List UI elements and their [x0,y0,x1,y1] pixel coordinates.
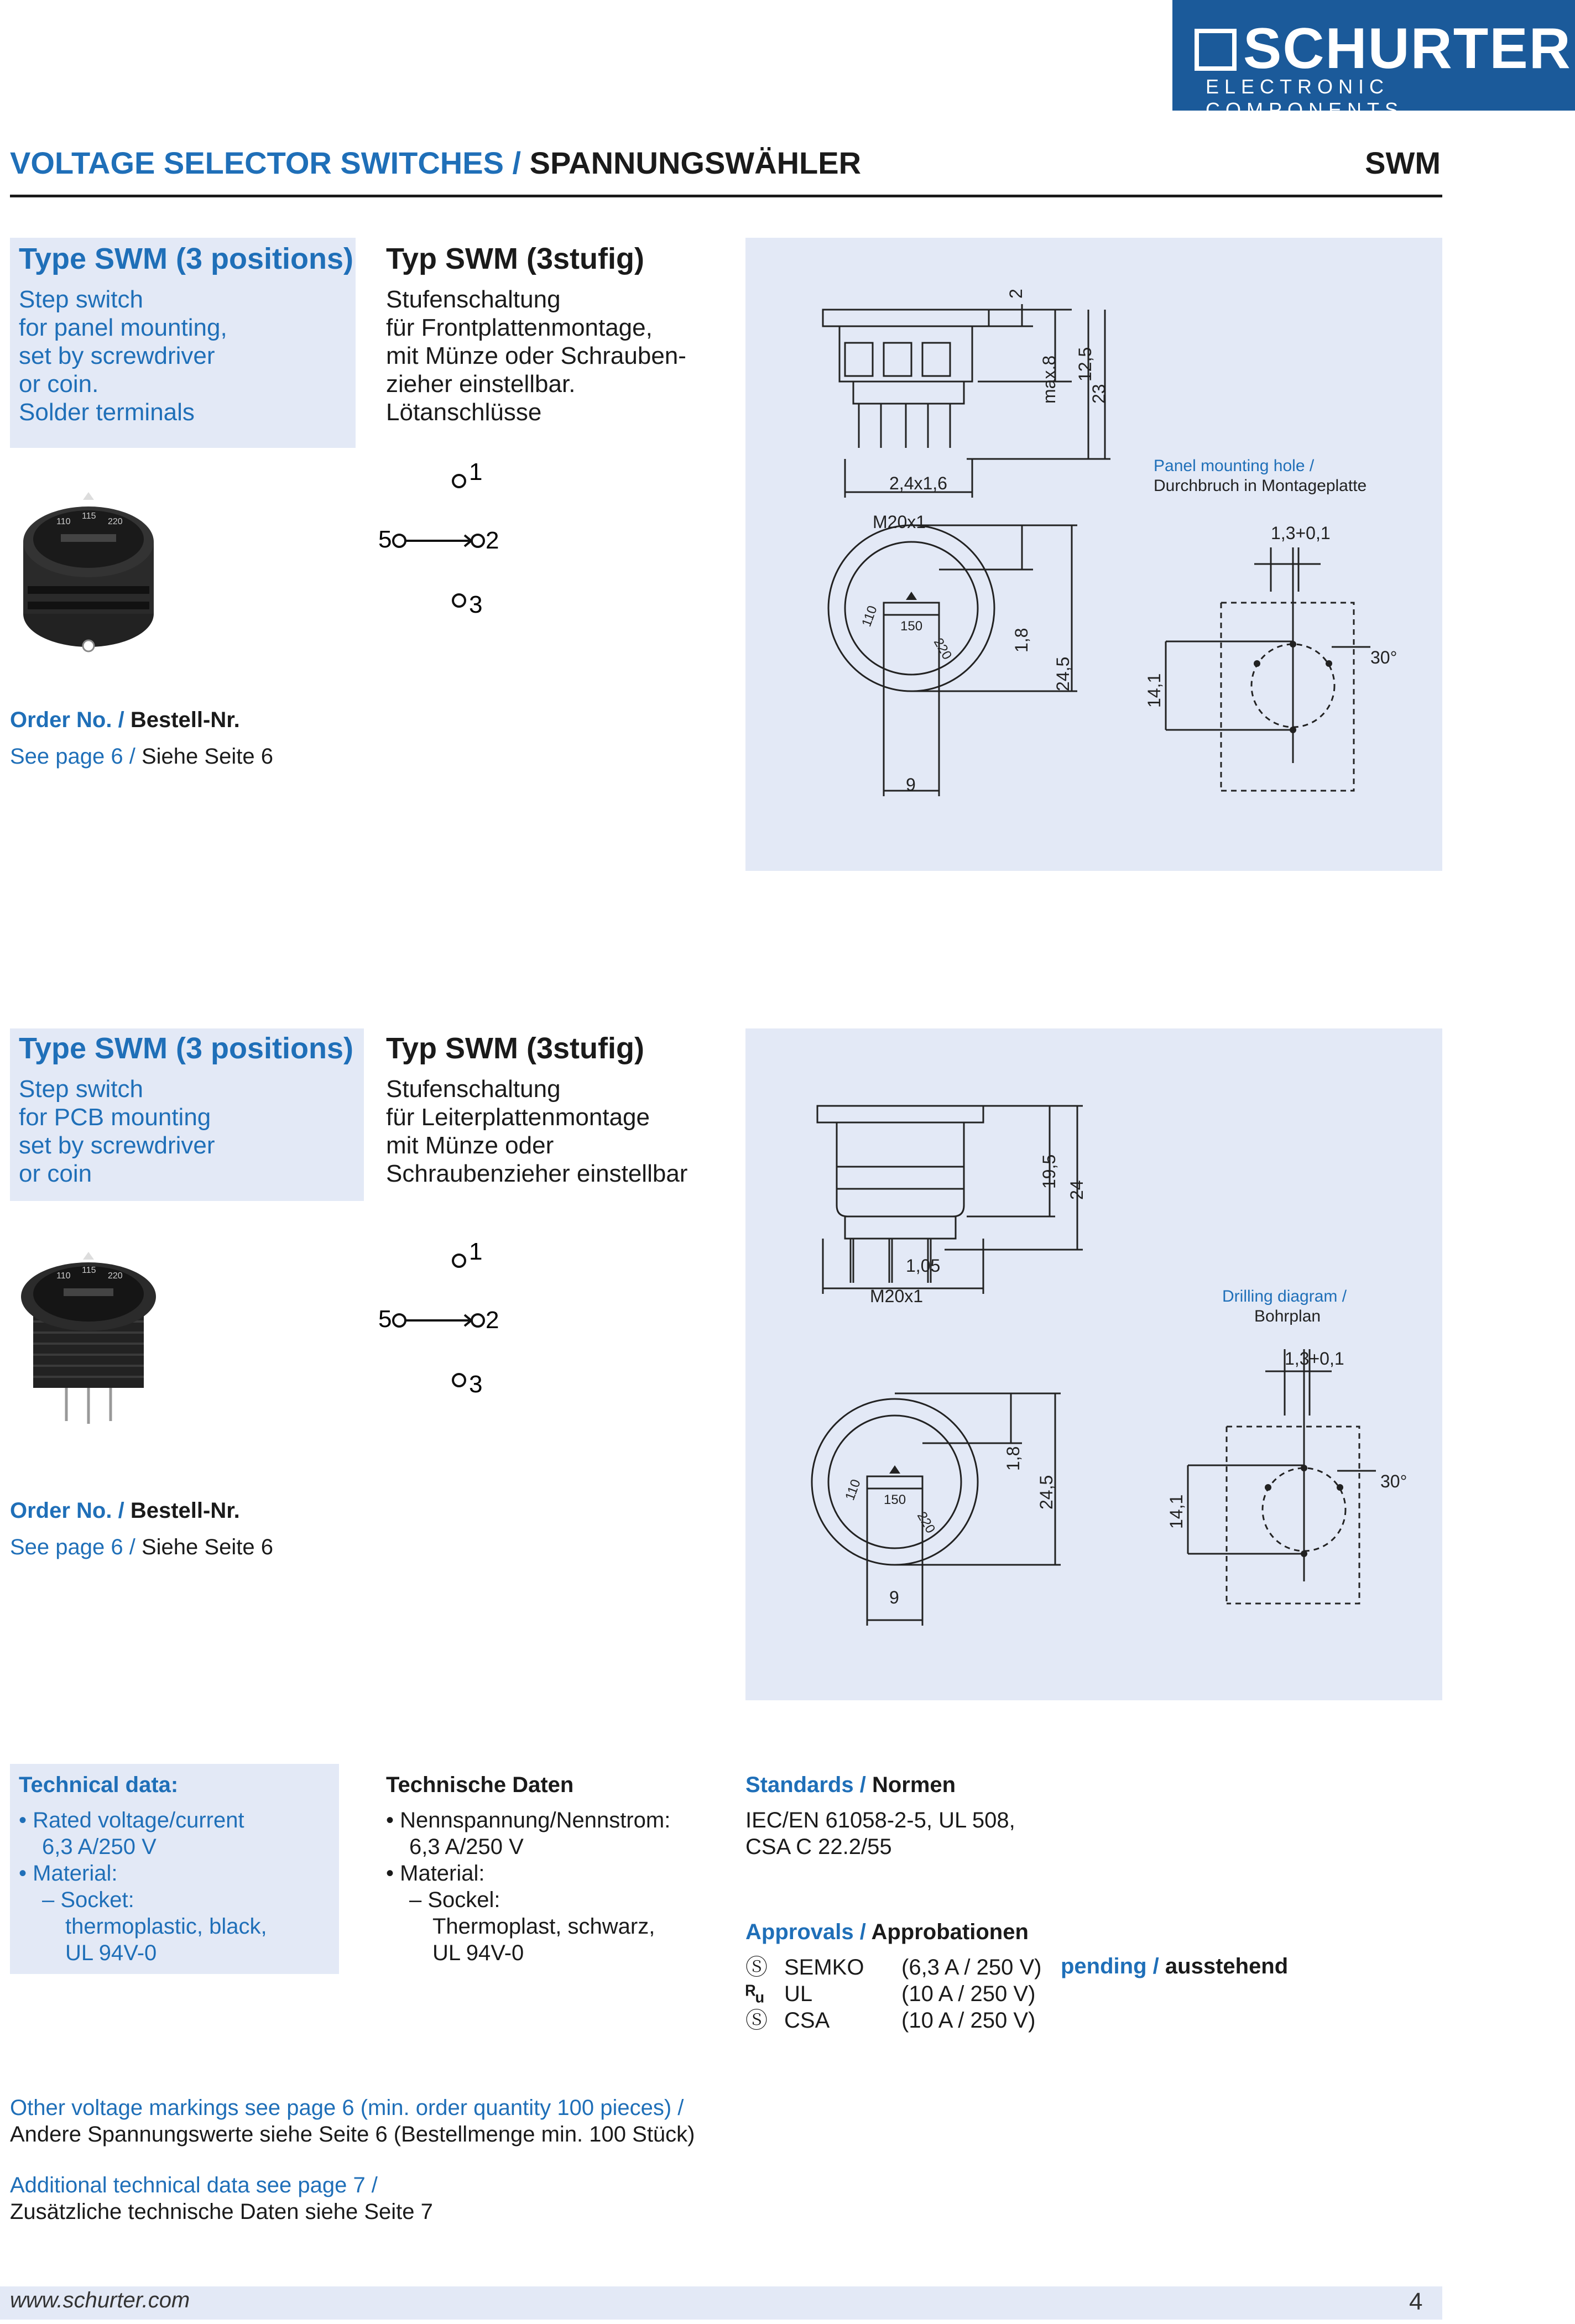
tech-title-en: Technical data: [19,1773,179,1797]
section1-diagram-label-en: Panel mounting hole / [1154,457,1315,475]
switch-schematic [376,1239,520,1404]
dimension-label: 1,8 [1003,1446,1023,1471]
approval-row: Ⓢ SEMKO (6,3 A / 250 V) [745,1955,1042,1980]
footer-bar [0,2286,1442,2320]
product-photo-panel-mount [11,476,166,664]
note-other-voltages: Other voltage markings see page 6 (min. order quantity 100 pieces) / Andere Spannungswerte siehe Seite 6 (Bestellmenge min. 100 Stück) [10,2096,695,2147]
dimension-label: M20x1 [873,512,926,532]
section2-diagram-label-en: Drilling diagram / [1222,1287,1347,1305]
section1-title-de: Typ SWM (3stufig) [386,242,644,275]
dial-label: 115 [82,1266,96,1275]
tech-list-de: • Nennspannung/Nennstrom: 6,3 A/250 V • Material: – Sockel: Thermoplast, schwarz, UL 94V-0 [386,1808,671,1965]
approval-pending-note: pending / ausstehend [1061,1954,1289,1978]
header-rule [10,195,1442,197]
section2-title-en: Type SWM (3 positions) [19,1032,353,1065]
dial-label: 150 [884,1492,906,1507]
page-title-en: VOLTAGE SELECTOR SWITCHES / [10,145,521,180]
dimension-label: 19,5 [1039,1154,1059,1189]
dimension-label: 1,3+0,1 [1285,1349,1344,1369]
dimension-label: 30° [1380,1471,1407,1491]
section1-title-en: Type SWM (3 positions) [19,242,353,275]
terminal-label: 1 [469,1239,483,1265]
section1-diagram-label-de: Durchbruch in Montageplatte [1154,477,1367,495]
approval-row: ᴿᵤ UL (10 A / 250 V) [745,1982,1036,2006]
dial-label: 110 [859,603,880,629]
page-number: 4 [1409,2288,1423,2315]
brand-name: SCHURTER [1243,17,1572,81]
dimension-label: 1,3+0,1 [1271,523,1331,543]
dial-label: 110 [842,1477,864,1503]
semko-icon: Ⓢ [745,1955,768,1980]
schurter-s-icon [1195,29,1237,71]
footer-url[interactable]: www.schurter.com [10,2288,190,2312]
dial-label: 220 [914,1509,938,1536]
terminal-label: 5 [378,526,392,553]
section1-technical-drawing [745,238,1442,871]
dimension-label: 12,5 [1075,347,1095,382]
tech-title-de: Technische Daten [386,1773,574,1797]
standards-title: Standards / Normen [745,1773,956,1797]
dimension-label: 23 [1089,384,1109,404]
section1-see-page: See page 6 / Siehe Seite 6 [10,744,273,769]
dimension-label: 9 [906,775,916,795]
dimension-label: 1,8 [1011,628,1031,652]
dimension-label: max.8 [1039,355,1059,404]
section2-desc-en: Step switch for PCB mounting set by screwdriver or coin [19,1075,215,1187]
standards-list: IEC/EN 61058-2-5, UL 508, CSA C 22.2/55 [745,1808,1015,1859]
ul-recognized-icon: ᴿᵤ [745,1982,764,2006]
brand-logo [1172,0,1575,121]
section2-title-de: Typ SWM (3stufig) [386,1032,644,1065]
terminal-label: 2 [486,1307,499,1334]
section2-technical-drawing [745,1028,1442,1700]
section1-desc-en: Step switch for panel mounting, set by screwdriver or coin. Solder terminals [19,286,227,426]
dimension-label: 2 [1006,289,1026,299]
section1-desc-de: Stufenschaltung für Frontplattenmontage, mit Münze oder Schrauben- zieher einstellbar. Lötanschlüsse [386,286,686,426]
dial-label: 220 [930,635,955,662]
dimension-label: M20x1 [870,1286,924,1306]
section2-see-page: See page 6 / Siehe Seite 6 [10,1535,273,1559]
approval-row: Ⓢ CSA (10 A / 250 V) [745,2008,1036,2033]
dimension-label: 14,1 [1144,673,1164,708]
dimension-label: 14,1 [1166,1494,1186,1529]
dimension-label: 2,4x1,6 [889,473,947,493]
terminal-label: 2 [486,527,499,554]
terminal-label: 1 [469,459,483,485]
dial-label: 220 [108,517,123,526]
terminal-label: 3 [469,1371,483,1398]
section1-order-label: Order No. / Bestell-Nr. [10,708,240,732]
dimension-label: 30° [1370,647,1397,667]
switch-schematic [376,459,520,625]
terminal-label: 5 [378,1305,392,1333]
dial-label: 150 [900,619,923,634]
product-code: SWM [1365,145,1441,180]
dimension-label: 9 [889,1587,899,1607]
tech-list-en: • Rated voltage/current 6,3 A/250 V • Material: – Socket: thermoplastic, black, UL 94V-0 [19,1808,267,1965]
dial-label: 110 [56,1271,71,1281]
dimension-label: 24 [1067,1180,1087,1200]
approvals-list [745,1954,1042,2034]
section2-desc-de: Stufenschaltung für Leiterplattenmontage mit Münze oder Schraubenzieher einstellbar [386,1075,688,1187]
product-photo-pcb-mount [11,1244,166,1432]
page-title-de: SPANNUNGSWÄHLER [529,145,862,180]
dial-label: 220 [108,1271,123,1281]
dimension-label: 1,05 [906,1256,941,1276]
csa-icon: Ⓢ [745,2008,768,2033]
section2-diagram-label-de: Bohrplan [1254,1307,1321,1325]
note-additional-data: Additional technical data see page 7 / Zusätzliche technische Daten siehe Seite 7 [10,2173,433,2224]
dimension-label: 24,5 [1036,1475,1056,1510]
approvals-title: Approvals / Approbationen [745,1920,1029,1944]
section2-order-label: Order No. / Bestell-Nr. [10,1498,240,1523]
brand-tagline: ELECTRONIC COMPONENTS [1206,75,1404,121]
dial-label: 110 [56,517,71,526]
dimension-label: 24,5 [1053,656,1073,691]
page-title [10,145,861,181]
terminal-label: 3 [469,591,483,618]
dial-label: 115 [82,511,96,521]
